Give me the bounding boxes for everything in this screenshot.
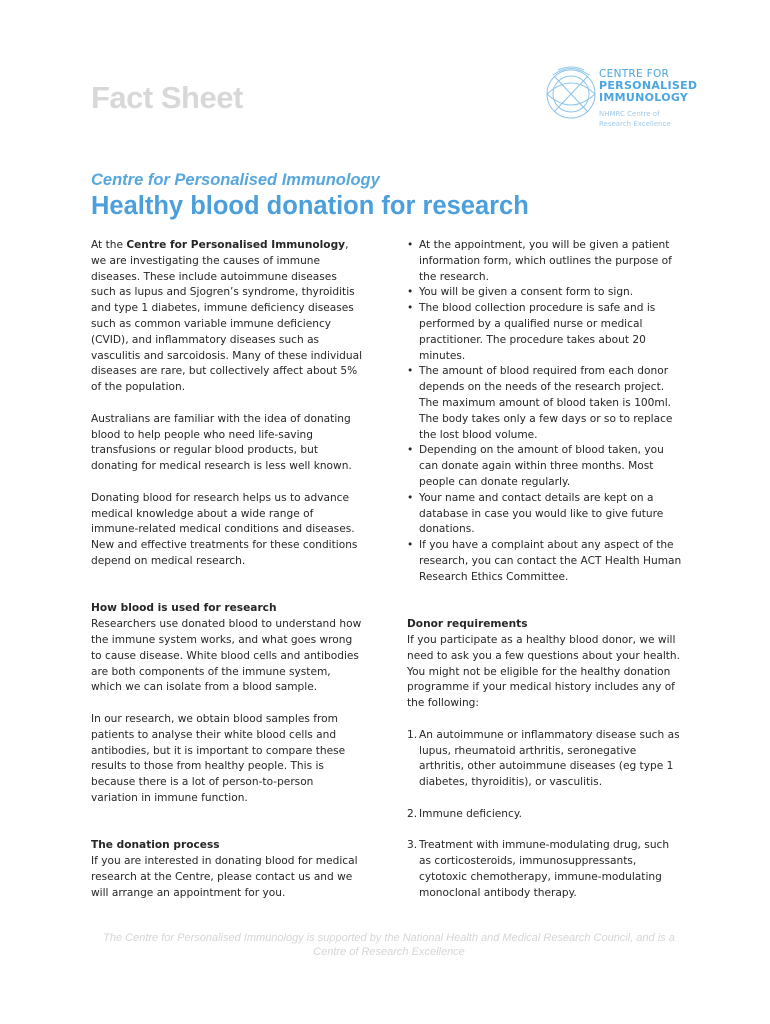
how-blood-heading: How blood is used for research — [91, 602, 277, 615]
item-number: 1. — [407, 728, 418, 741]
right-column — [407, 238, 683, 901]
how-blood-paragraph: Researchers use donated blood to understand how the immune system works, and what goes wrong to cause disease. White blood cells and antibodies are both components of the immune system, which we can isolate from a blood sample. — [91, 618, 362, 694]
fact-sheet-title: Fact Sheet — [91, 80, 243, 115]
list-item: • The blood collection procedure is safe and is performed by a qualified nurse or medical practitioner. The procedure takes about 20 minutes. — [407, 301, 683, 364]
globe-logo-icon — [544, 62, 600, 128]
familiar-paragraph: Australians are familiar with the idea of donating blood to help people who need life-saving transfusions or regular blood products, but donating for medical research is less well known. — [91, 412, 352, 473]
requirements-list — [407, 728, 683, 902]
list-item: • Your name and contact details are kept on a database in case you would like to give future donations. — [407, 491, 683, 538]
list-item — [407, 838, 683, 901]
appointment-bullets — [407, 238, 683, 586]
subtitle: Centre for Personalised Immunology — [91, 171, 380, 189]
left-column — [91, 238, 363, 901]
list-item — [407, 728, 683, 791]
item-text: An autoimmune or inflammatory disease such as lupus, rheumatoid arthritis, seronegative arthritis, other autoimmune diseases (eg type 1 diabetes, thyroiditis), or vasculitis. — [419, 728, 680, 789]
donor-requirements-paragraph: If you participate as a healthy blood donor, we will need to ask you a few questions about your health. You might not be eligible for the healthy donation programme if your medical history includes any of the following: — [407, 633, 681, 710]
intro-org-name: Centre for Personalised Immunology — [126, 239, 346, 251]
intro-paragraph — [91, 238, 363, 396]
logo-sub-excellence: Research Excellence — [599, 120, 671, 128]
list-item: • You will be given a consent form to sign. — [407, 285, 683, 301]
list-item — [407, 807, 683, 823]
item-number: 3. — [407, 839, 418, 852]
logo-text-personalised: PERSONALISED — [599, 79, 698, 92]
donation-process-heading: The donation process — [91, 839, 220, 852]
cpi-logo — [544, 62, 714, 134]
advance-paragraph: Donating blood for research helps us to advance medical knowledge about a wide range of immune-related medical conditions and diseases. New and effective treatments for these conditions depend on medical research. — [91, 491, 358, 567]
item-number: 2. — [407, 807, 418, 820]
our-research-paragraph: In our research, we obtain blood samples from patients to analyse their white blood cells and antibodies, but it is important to compare these results to those from healthy people. This is because there is a lot of person-to-person variation in immune function. — [91, 712, 346, 804]
list-item: • Depending on the amount of blood taken, you can donate again within three months. Most people can donate regularly. — [407, 443, 683, 490]
item-text: Immune deficiency. — [419, 807, 522, 820]
logo-sub-nhmrc: NHMRC Centre of — [599, 110, 660, 118]
intro-pre: At the — [91, 239, 127, 251]
logo-text-immunology: IMMUNOLOGY — [599, 91, 689, 104]
list-item: • At the appointment, you will be given a patient information form, which outlines the purpose of the research. — [407, 238, 683, 285]
donor-requirements-heading: Donor requirements — [407, 618, 528, 631]
donation-process-paragraph: If you are interested in donating blood for medical research at the Centre, please contact us and we will arrange an appointment for you. — [91, 855, 358, 899]
list-item: • The amount of blood required from each donor depends on the needs of the research project. The maximum amount of blood taken is 100ml. The body takes only a few days or so to replace the lost blood volume. — [407, 364, 683, 443]
list-item: • If you have a complaint about any aspect of the research, you can contact the ACT Health Human Research Ethics Committee. — [407, 538, 683, 585]
logo-text-centre-for: CENTRE FOR — [599, 68, 670, 80]
intro-post: , we are investigating the causes of immune diseases. These include autoimmune diseases such as lupus and Sjogren’s syndrome, thyroiditis and type 1 diabetes, immune deficiency diseases such as common variable immune deficiency (CVID), and inflammatory diseases such as vasculitis and sarcoidosis. Many of these individual diseases are rare, but collectively affect about 5% of the population. — [91, 239, 363, 394]
page-title: Healthy blood donation for research — [91, 192, 529, 220]
item-text: Treatment with immune-modulating drug, such as corticosteroids, immunosuppressants, cytotoxic chemotherapy, immune-modulating monoclonal antibody therapy. — [419, 839, 670, 899]
footer-note: The Centre for Personalised Immunology is supported by the National Health and Medical Research Council, and is a Centre of Research Excellence — [103, 932, 675, 958]
